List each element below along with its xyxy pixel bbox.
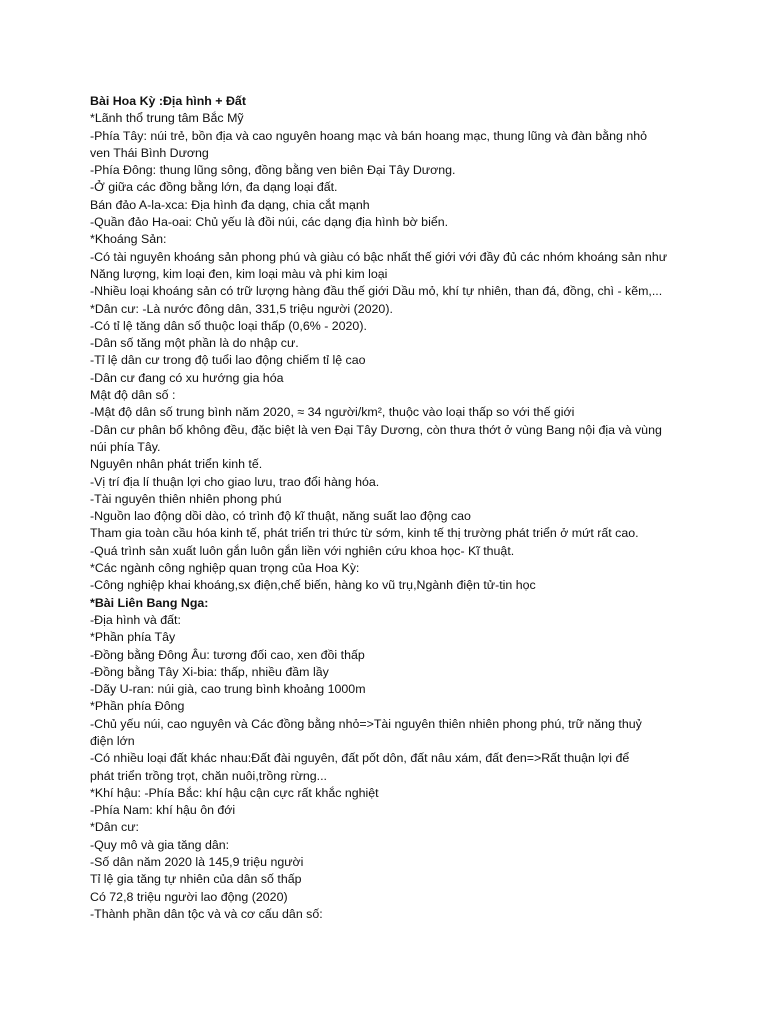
text-line: Tham gia toàn cầu hóa kinh tế, phát triển tri thức từ sớm, kinh tế thị trường phát triển ở mứt rất cao.: [90, 526, 639, 541]
text-line: *Khoáng Sản:: [90, 232, 167, 247]
text-line: -Có nhiều loại đất khác nhau:Đất đài nguyên, đất pốt dôn, đất nâu xám, đất đen=>Rất thuận lợi để: [90, 751, 630, 766]
text-line: -Nhiều loại khoáng sản có trữ lượng hàng đầu thế giới Dầu mỏ, khí tự nhiên, than đá, đồng, chì - kẽm,...: [90, 284, 663, 299]
text-line: điện lớn: [90, 733, 135, 748]
text-line: -Mật độ dân số trung bình năm 2020, ≈ 34 người/km², thuộc vào loại thấp so với thế giới: [90, 405, 575, 420]
text-line: *Lãnh thổ trung tâm Bắc Mỹ: [90, 111, 244, 126]
text-line: *Khí hậu: -Phía Bắc: khí hậu cận cực rất khắc nghiệt: [90, 785, 379, 800]
text-line: -Thành phần dân tộc và và cơ cấu dân số:: [90, 906, 323, 921]
text-line: -Dân cư phân bố không đều, đặc biệt là ven Đại Tây Dương, còn thưa thớt ở vùng Bang nội địa và vùng: [90, 422, 662, 437]
text-line: -Phía Nam: khí hậu ôn đới: [90, 803, 236, 818]
text-line: -Tài nguyên thiên nhiên phong phú: [90, 491, 282, 506]
text-line: *Dân cư: -Là nước đông dân, 331,5 triệu người (2020).: [90, 301, 393, 316]
text-line: -Quần đảo Ha-oai: Chủ yếu là đồi núi, các dạng địa hình bờ biển.: [90, 215, 449, 230]
text-line: Nguyên nhân phát triển kinh tế.: [90, 457, 263, 472]
document-page: [90, 93, 690, 923]
text-line: Tỉ lệ gia tăng tự nhiên của dân số thấp: [90, 872, 302, 887]
text-line: *Phần phía Đông: [90, 699, 185, 714]
text-line: -Quá trình sản xuất luôn gắn luôn gắn liền với nghiên cứu khoa học- Kĩ thuật.: [90, 543, 515, 558]
text-line: -Có tài nguyên khoáng sản phong phú và giàu có bậc nhất thế giới với đầy đủ các nhóm khoáng sản như: [90, 249, 668, 264]
text-line: Mật độ dân số :: [90, 388, 176, 403]
section-heading: Bài Hoa Kỳ :Địa hình + Đất: [90, 94, 246, 108]
section-heading: *Bài Liên Bang Nga:: [90, 595, 209, 610]
text-line: phát triển trồng trọt, chăn nuôi,trồng rừng...: [90, 768, 327, 783]
text-line: -Dãy U-ran: núi già, cao trung bình khoảng 1000m: [90, 682, 366, 697]
text-line: -Đồng bằng Tây Xi-bia: thấp, nhiều đầm lầy: [90, 664, 329, 679]
text-line: *Phần phía Tây: [90, 630, 176, 645]
text-line: -Quy mô và gia tăng dân:: [90, 837, 230, 852]
text-line: núi phía Tây.: [90, 439, 161, 454]
text-line: -Dân số tăng một phần là do nhập cư.: [90, 336, 299, 351]
text-line: *Các ngành công nghiệp quan trọng của Hoa Kỳ:: [90, 561, 360, 576]
text-line: -Có tỉ lệ tăng dân số thuộc loại thấp (0,6% - 2020).: [90, 318, 367, 333]
text-line: -Vị trí địa lí thuận lợi cho giao lưu, trao đổi hàng hóa.: [90, 474, 380, 489]
text-line: -Công nghiệp khai khoáng,sx điện,chế biến, hàng ko vũ trụ,Ngành điện tử-tin học: [90, 578, 536, 593]
text-line: ven Thái Bình Dương: [90, 145, 209, 160]
text-line: *Dân cư:: [90, 820, 139, 835]
text-line: -Số dân năm 2020 là 145,9 triệu người: [90, 855, 304, 870]
text-line: -Chủ yếu núi, cao nguyên và Các đồng bằng nhỏ=>Tài nguyên thiên nhiên phong phú, trữ năng thuỷ: [90, 716, 642, 731]
text-line: -Phía Đông: thung lũng sông, đồng bằng ven biên Đại Tây Dương.: [90, 163, 456, 178]
text-line: -Dân cư đang có xu hướng gia hóa: [90, 370, 284, 385]
text-line: -Phía Tây: núi trẻ, bồn địa và cao nguyên hoang mạc và bán hoang mạc, thung lũng và đàn bằng nhỏ: [90, 128, 648, 143]
text-line: -Ở giữa các đồng bằng lớn, đa dạng loại đất.: [90, 180, 338, 195]
text-line: Bán đảo A-la-xca: Địa hình đa dạng, chia cắt mạnh: [90, 197, 370, 212]
text-line: -Đồng bằng Đông Âu: tương đối cao, xen đồi thấp: [90, 647, 365, 662]
text-line: -Tỉ lệ dân cư trong độ tuổi lao động chiếm tỉ lệ cao: [90, 353, 366, 368]
text-line: Năng lượng, kim loại đen, kim loại màu và phi kim loại: [90, 266, 388, 281]
text-line: -Địa hình và đất:: [90, 612, 181, 627]
text-line: -Nguồn lao động dồi dào, có trình độ kĩ thuật, năng suất lao động cao: [90, 509, 471, 524]
text-line: Có 72,8 triệu người lao động (2020): [90, 889, 288, 904]
